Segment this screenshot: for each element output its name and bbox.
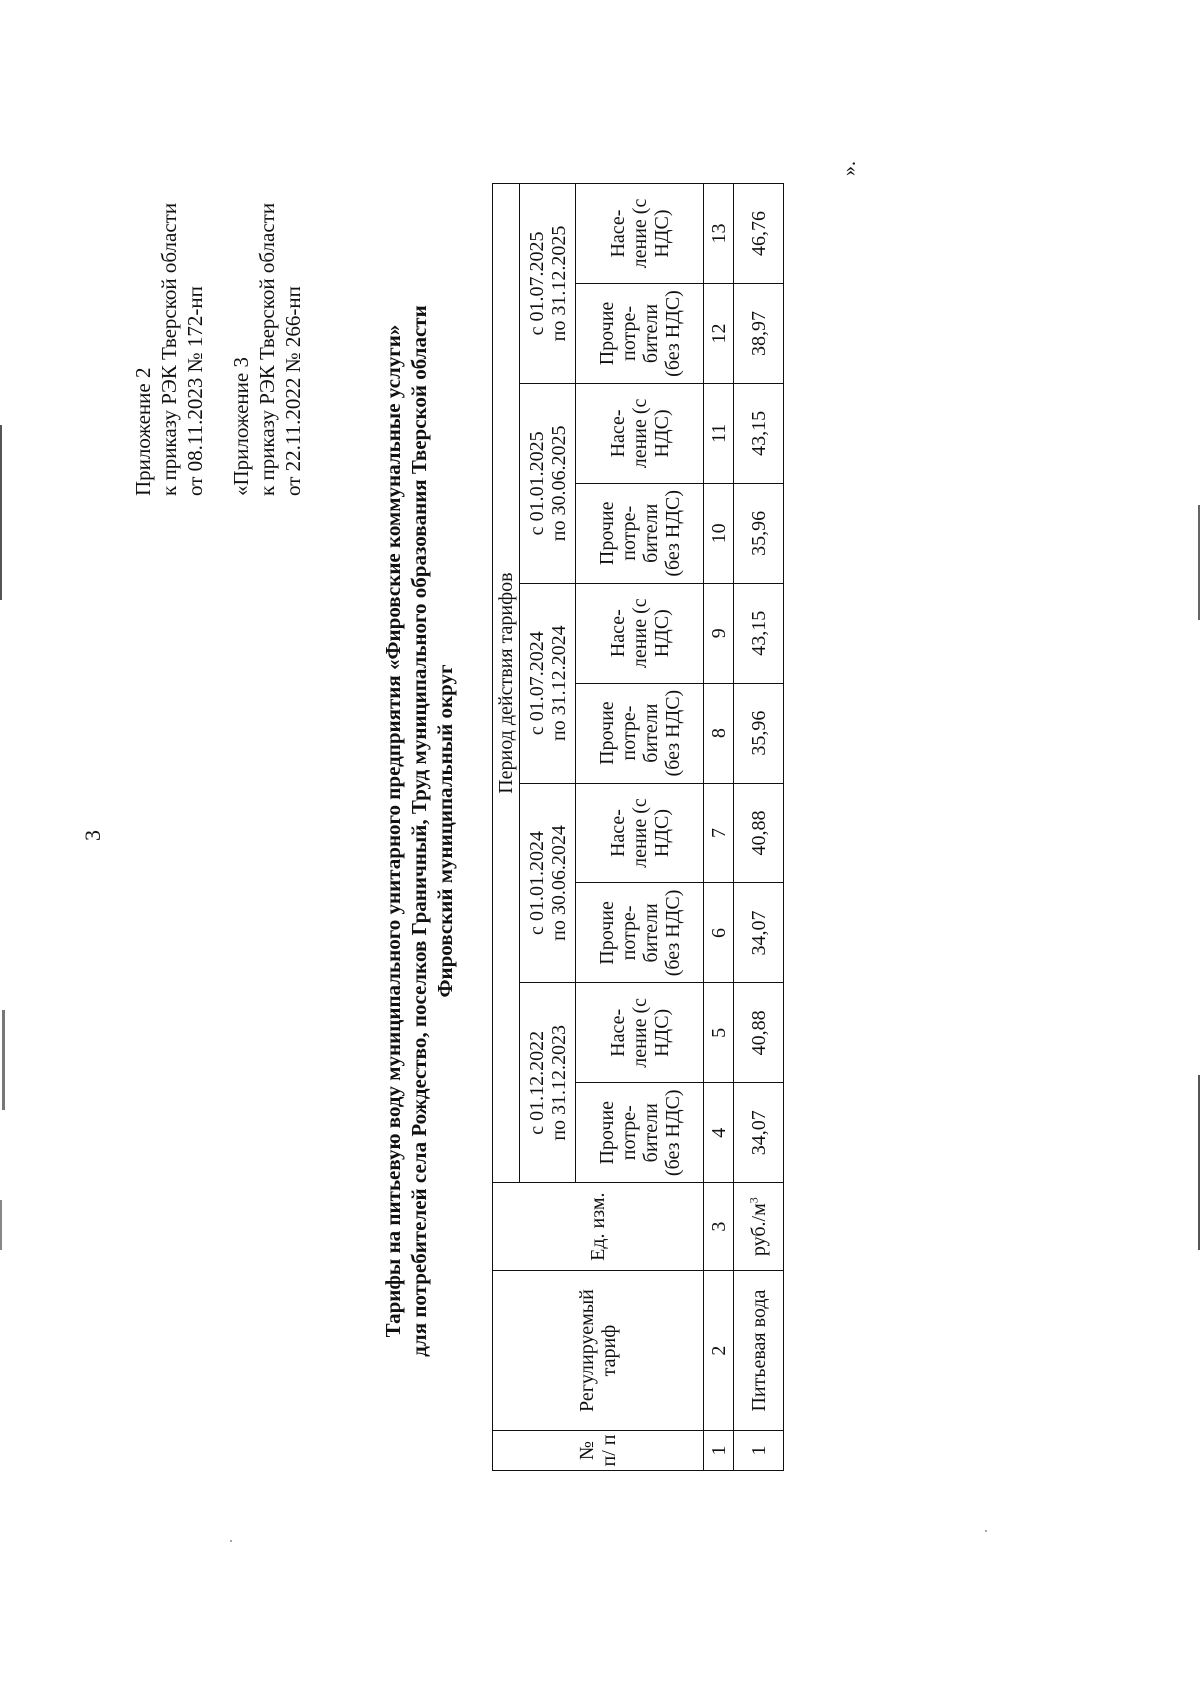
column-number: 2 bbox=[704, 1271, 734, 1431]
period-4 bbox=[520, 383, 576, 583]
title-line3: Фировский муниципальный округ bbox=[433, 664, 457, 998]
tariff-value: 35,96 bbox=[734, 483, 784, 583]
row-no: 1 bbox=[734, 1431, 784, 1471]
period-1 bbox=[520, 983, 576, 1183]
title-line2: для потребителей села Рождество, поселков Граничный, Труд муниципального образования Тверской области bbox=[407, 305, 431, 1357]
tariff-value: 40,88 bbox=[734, 983, 784, 1083]
document-title bbox=[380, 181, 458, 1481]
period-3 bbox=[520, 583, 576, 783]
consumer-population: Насе- ление (с НДС) bbox=[576, 184, 704, 284]
period-from: с 01.01.2025 bbox=[525, 431, 548, 536]
period-to: по 30.06.2025 bbox=[547, 425, 570, 542]
column-number: 4 bbox=[704, 1083, 734, 1183]
column-number: 12 bbox=[704, 284, 734, 384]
column-number: 9 bbox=[704, 583, 734, 683]
column-number: 10 bbox=[704, 483, 734, 583]
period-from: с 01.12.2022 bbox=[525, 1030, 548, 1135]
appendix-current-line2: к приказу РЭК Тверской области bbox=[157, 202, 181, 496]
tariff-value: 35,96 bbox=[734, 683, 784, 783]
tariff-value: 46,76 bbox=[734, 184, 784, 284]
appendix-current bbox=[130, 203, 208, 496]
tariff-table bbox=[492, 183, 784, 1471]
appendix-previous bbox=[228, 203, 306, 496]
table-row bbox=[734, 184, 784, 1471]
header-no: № п/ п bbox=[493, 1431, 704, 1471]
appendix-previous-line1: «Приложение 3 bbox=[229, 357, 253, 496]
consumer-other: Прочие потре- бители (без НДС) bbox=[576, 284, 704, 384]
header-row-period bbox=[493, 184, 520, 1471]
row-name: Питьевая вода bbox=[734, 1271, 784, 1431]
header-period: Период действия тарифов bbox=[493, 184, 520, 1183]
consumer-other: Прочие потре- бители (без НДС) bbox=[576, 1083, 704, 1183]
column-number: 8 bbox=[704, 683, 734, 783]
unit-superscript: 3 bbox=[745, 1197, 760, 1204]
period-to: по 30.06.2024 bbox=[547, 825, 570, 941]
period-to: по 31.12.2024 bbox=[547, 625, 570, 742]
column-number: 1 bbox=[704, 1431, 734, 1471]
period-to: по 31.12.2023 bbox=[547, 1024, 570, 1141]
title-line1: Тарифы на питьевую воду муниципального унитарного предприятия «Фировские коммунальные услуги» bbox=[381, 324, 405, 1338]
tariff-value: 34,07 bbox=[734, 883, 784, 983]
appendix-previous-line3: от 22.11.2022 № 266-нп bbox=[281, 286, 305, 496]
tariff-value: 43,15 bbox=[734, 583, 784, 683]
column-number: 13 bbox=[704, 184, 734, 284]
consumer-population: Насе- ление (с НДС) bbox=[576, 783, 704, 883]
column-number: 7 bbox=[704, 783, 734, 883]
header-unit: Ед. изм. bbox=[493, 1183, 704, 1271]
period-from: с 01.07.2024 bbox=[525, 631, 548, 736]
period-2 bbox=[520, 783, 576, 983]
consumer-other: Прочие потре- бители (без НДС) bbox=[576, 483, 704, 583]
appendix-current-line1: Приложение 2 bbox=[131, 367, 155, 496]
appendix-current-line3: от 08.11.2023 № 172-нп bbox=[183, 286, 207, 496]
column-number: 6 bbox=[704, 883, 734, 983]
tariff-value: 40,88 bbox=[734, 783, 784, 883]
consumer-population: Насе- ление (с НДС) bbox=[576, 583, 704, 683]
column-number: 11 bbox=[704, 383, 734, 483]
column-number-row bbox=[704, 184, 734, 1471]
consumer-other: Прочие потре- бители (без НДС) bbox=[576, 883, 704, 983]
period-to: по 31.12.2025 bbox=[547, 225, 570, 342]
page-number: 3 bbox=[80, 830, 105, 841]
column-number: 3 bbox=[704, 1183, 734, 1271]
unit-text: руб./м bbox=[747, 1203, 770, 1257]
appendix-previous-line2: к приказу РЭК Тверской области bbox=[255, 202, 279, 496]
column-number: 5 bbox=[704, 983, 734, 1083]
header-tariff: Регулируемый тариф bbox=[493, 1271, 704, 1431]
consumer-population: Насе- ление (с НДС) bbox=[576, 983, 704, 1083]
closing-quote-mark: ». bbox=[838, 161, 860, 176]
consumer-other: Прочие потре- бители (без НДС) bbox=[576, 683, 704, 783]
row-unit bbox=[734, 1183, 784, 1271]
period-5 bbox=[520, 184, 576, 384]
tariff-value: 43,15 bbox=[734, 383, 784, 483]
consumer-population: Насе- ление (с НДС) bbox=[576, 383, 704, 483]
tariff-value: 38,97 bbox=[734, 284, 784, 384]
tariff-value: 34,07 bbox=[734, 1083, 784, 1183]
period-from: с 01.01.2024 bbox=[525, 831, 548, 935]
period-from: с 01.07.2025 bbox=[525, 231, 548, 336]
